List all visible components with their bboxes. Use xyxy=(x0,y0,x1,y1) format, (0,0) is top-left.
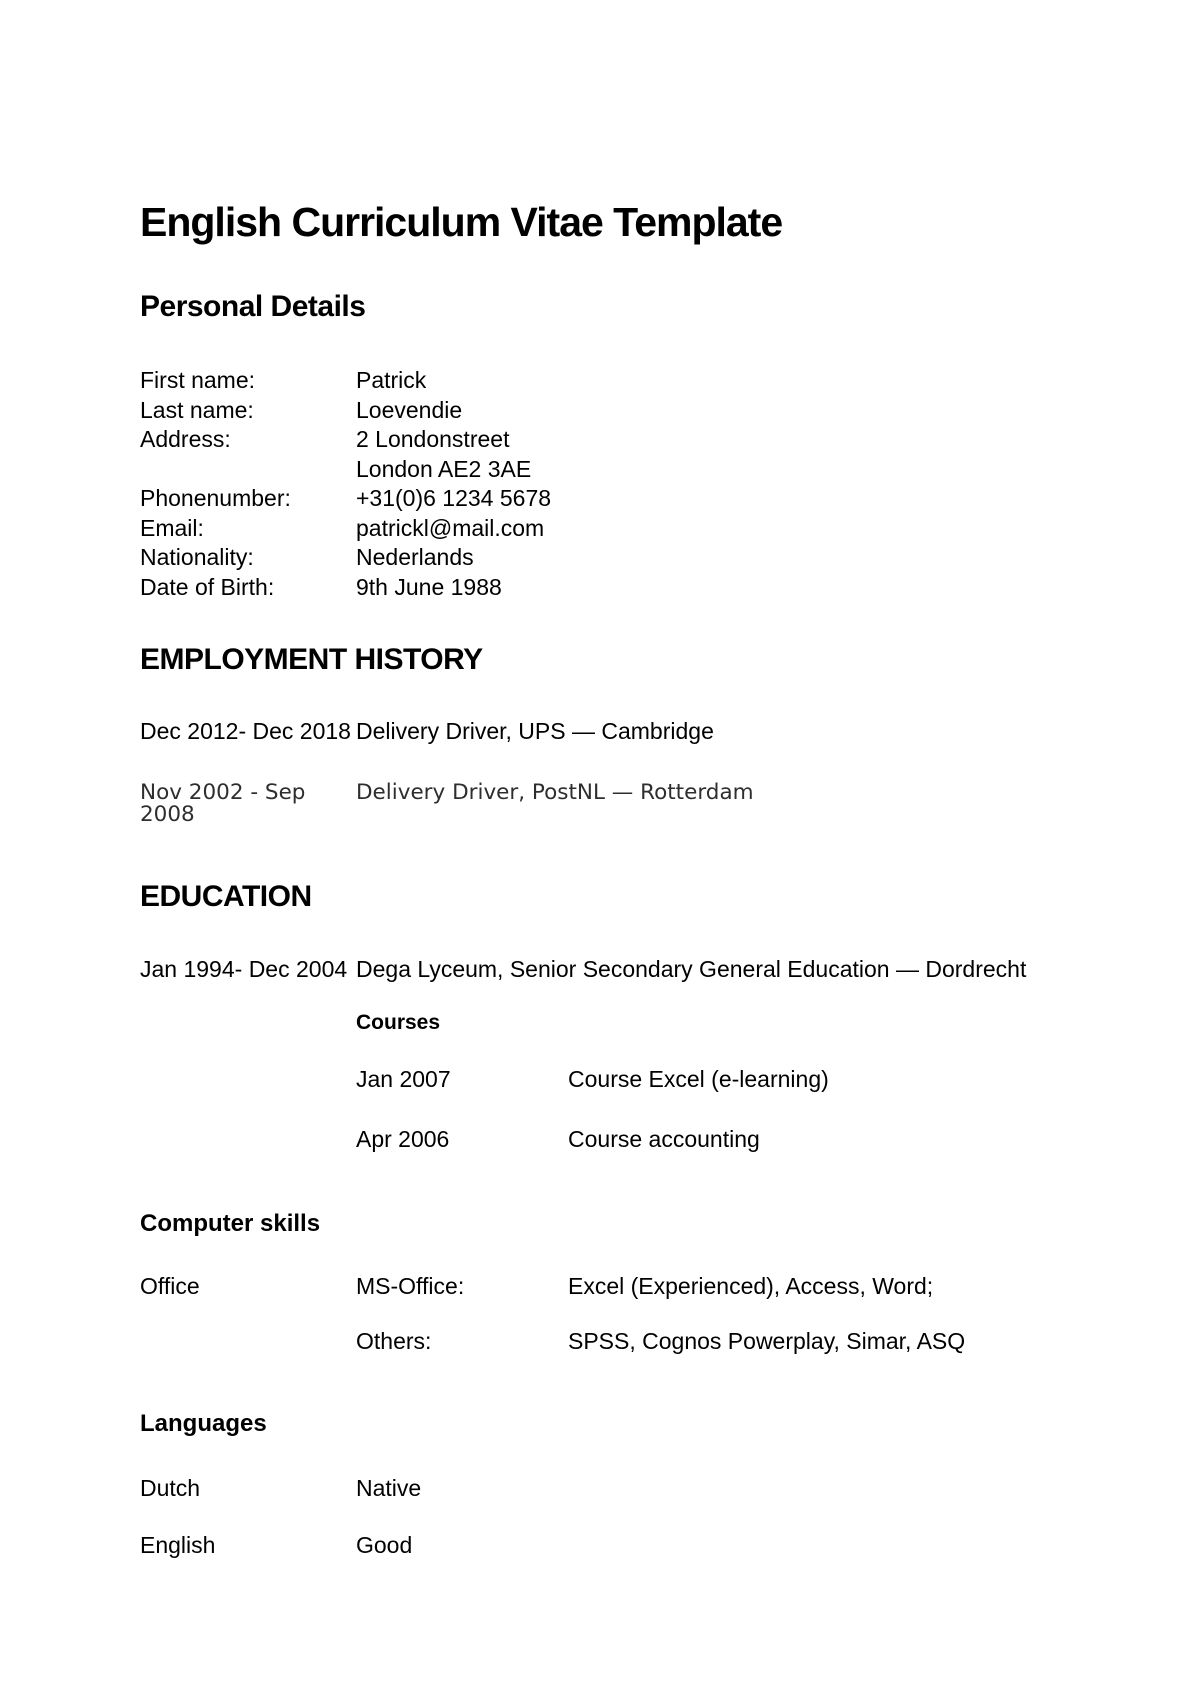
course-row xyxy=(140,1068,1140,1091)
computer-skills-heading: Computer skills xyxy=(140,1210,321,1237)
employment-description: Delivery Driver, UPS — Cambridge xyxy=(356,718,714,744)
spacer-cell xyxy=(140,1068,356,1091)
education-description: Dega Lyceum, Senior Secondary General Education — Dordrecht xyxy=(356,956,1027,982)
language-row xyxy=(140,1477,1140,1500)
course-name: Course accounting xyxy=(568,1126,760,1152)
personal-row-last-name xyxy=(140,396,1140,426)
field-value: Loevendie xyxy=(356,396,463,423)
field-value: 9th June 1988 xyxy=(356,573,502,600)
course-row xyxy=(140,1128,1140,1151)
languages-heading: Languages xyxy=(140,1410,267,1437)
employment-row xyxy=(140,720,1140,743)
field-label: Email: xyxy=(140,514,204,541)
courses-heading: Courses xyxy=(356,1011,441,1034)
field-value: 2 Londonstreet xyxy=(356,426,510,452)
language-level: Good xyxy=(356,1532,413,1558)
field-value: Patrick xyxy=(356,367,427,393)
skill-category xyxy=(140,1330,356,1353)
language-name: English xyxy=(140,1532,216,1558)
personal-row-first-name xyxy=(140,366,1140,396)
field-label: Address: xyxy=(140,426,231,452)
personal-row-date-of-birth xyxy=(140,573,1140,603)
personal-details-heading: Personal Details xyxy=(140,290,366,323)
field-value: Nederlands xyxy=(356,544,474,570)
employment-history-heading: EMPLOYMENT HISTORY xyxy=(140,643,483,676)
personal-row-phonenumber xyxy=(140,484,1140,514)
course-date: Apr 2006 xyxy=(356,1126,450,1152)
personal-row-email xyxy=(140,514,1140,544)
personal-row-nationality xyxy=(140,543,1140,573)
course-date: Jan 2007 xyxy=(356,1066,451,1092)
field-label: First name: xyxy=(140,367,256,393)
field-label: Nationality: xyxy=(140,544,254,570)
personal-row-address xyxy=(140,425,1140,455)
language-row xyxy=(140,1534,1140,1557)
field-label: Last name: xyxy=(140,396,254,423)
skill-label: Others: xyxy=(356,1328,432,1354)
skill-value: SPSS, Cognos Powerplay, Simar, ASQ xyxy=(568,1328,966,1354)
education-row xyxy=(140,958,1140,981)
course-name: Course Excel (e-learning) xyxy=(568,1066,829,1092)
employment-period: Nov 2002 - Sep 2008 xyxy=(140,780,306,827)
employment-description: Delivery Driver, PostNL — Rotterdam xyxy=(356,780,754,805)
spacer-cell xyxy=(140,1128,356,1151)
computer-skills-row xyxy=(140,1275,1140,1298)
field-value: patrickl@mail.com xyxy=(356,514,545,541)
field-label: Phonenumber: xyxy=(140,485,291,511)
personal-details-list xyxy=(140,366,1140,602)
education-heading: EDUCATION xyxy=(140,880,312,913)
personal-row-address-line2 xyxy=(140,455,1140,485)
field-value: +31(0)6 1234 5678 xyxy=(356,485,552,511)
education-period: Jan 1994- Dec 2004 xyxy=(140,956,348,982)
language-level: Native xyxy=(356,1475,422,1501)
field-label xyxy=(140,455,356,485)
computer-skills-row xyxy=(140,1330,1140,1353)
employment-row xyxy=(140,782,1140,825)
skill-value: Excel (Experienced), Access, Word; xyxy=(568,1273,934,1299)
employment-period: Dec 2012- Dec 2018 xyxy=(140,718,351,744)
document-title: English Curriculum Vitae Template xyxy=(140,199,783,245)
skill-label: MS-Office: xyxy=(356,1273,465,1299)
language-name: Dutch xyxy=(140,1475,201,1501)
field-value: London AE2 3AE xyxy=(356,455,532,482)
field-label: Date of Birth: xyxy=(140,573,275,600)
skill-category: Office xyxy=(140,1273,200,1299)
